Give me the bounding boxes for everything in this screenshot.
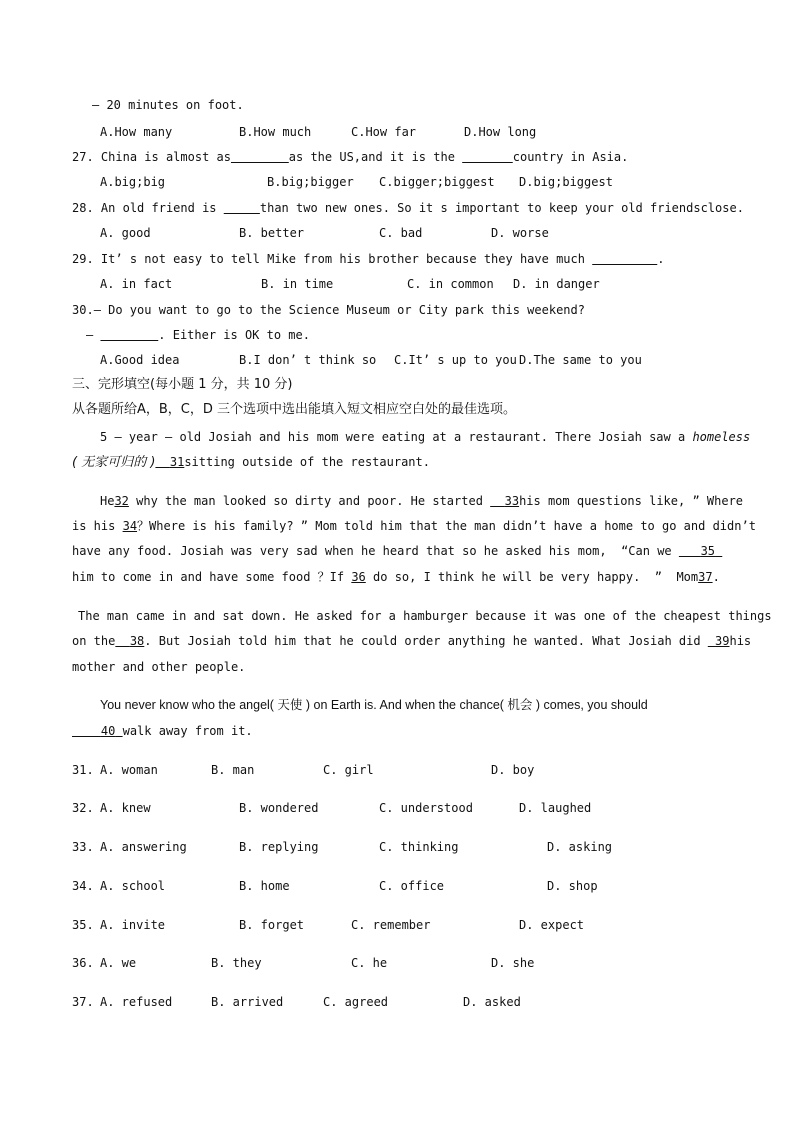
q27-stem: 27. China is almost as as the US,and it is the country in Asia. [72, 150, 629, 164]
q26-answer-line: — 20 minutes on foot. [92, 98, 244, 112]
blank-39: 39 [715, 634, 730, 648]
q29-stem: 29. It’ s not easy to tell Mike from his brother because they have much . [72, 252, 665, 266]
blank-40: 40 [100, 724, 116, 738]
blank-36: 36 [351, 570, 366, 584]
blank-38: 38 [129, 634, 145, 648]
section-title: 三、完形填空(每小题 1 分，共 10 分) [72, 377, 293, 392]
passage-p2-line1: He32 why the man looked so dirty and poor. He started 33his mom questions like, ” Where [100, 494, 744, 508]
q29-option-b: B. in time [261, 277, 334, 291]
q26-option-c: C.How far [351, 125, 417, 139]
section-instruction: 从各题所给A，B，C，D 三个选项中选出能填入短文相应空白处的最佳选项。 [72, 402, 517, 417]
blank-35: 35 [700, 544, 716, 558]
q28-option-d: D. worse [491, 226, 549, 240]
q28-option-b: B. better [239, 226, 305, 240]
q29-option-c: C. in common [407, 277, 494, 291]
q28-option-c: C. bad [379, 226, 423, 240]
passage-p2-line4: him to come in and have some food ？If 36 do so, I think he will be very happy. ” Mom37. [72, 570, 720, 584]
q30-option-a: A.Good idea [100, 353, 180, 367]
q27-option-d: D.big;biggest [519, 175, 613, 189]
passage-p3-line2: on the 38. But Josiah told him that he could order anything he wanted. What Josiah did 39his [72, 634, 752, 648]
q27-option-b: B.big;bigger [267, 175, 354, 189]
passage-p1-line2: ( 无家可归的 ) 31sitting outside of the restaurant. [72, 455, 430, 470]
q26-option-a: A.How many [100, 125, 173, 139]
worksheet-page: — 20 minutes on foot. A.How many B.How much C.How far D.How long 27. China is almost as as the US,and it is the country in Asia. A.big;big B.big;bigger C.bigger;biggest D.big;biggest 28. An old friend is than two new ones. So it s important to keep your old friendsclose. A. good B. better C. bad D. worse 29. It’ s not easy to tell Mike from his brother because they have much . A. in fact B. in time C. in common D. in danger 30.— Do you want to go to the Science Museum or City park this weekend? — . Either is OK to me. A.Good idea B.I don’ t think so C.It’ s up to you D.The same to you 三、完形填空(每小题 1 分，共 10 分) 从各题所给A，B，C，D 三个选项中选出能填入短文相应空白处的最佳选项。 5 – year – old Josiah and his mom were eating at a restaurant. There Josiah saw a homeless ( 无家可归的 ) 31sitting outside of the restaurant. He32 why the man looked so dirty and poor. He started 33his mom questions like, ” Where is his 34？Where is his family? ” Mom told him that the man didn’t have a home to go and didn’t have any food. Josiah was very sad when he heard that so he asked his mom, “Can we 35 him to come in and have some food ？If 36 do so, I think he will be very happy. ” Mom37. The man came in and sat down. He asked for a hamburger because it was one of the cheapest things on the 38. But Josiah told him that he could order anything he wanted. What Josiah did 39his mother and other people. You never know who the angel( 天使 ) on Earth is. And when the chance( 机会 ) comes, you should 40 walk away from it. 31. A. woman B. man C. girl D. boy 32. A. knew B. wondered C. understood D. laughed 33. A. answering B. replying C. thinking D. asking 34. A. school B. home C. office D. shop 35. A. invite B. forget C. remember D. expect 36. A. we B. they C. he D. she 37. A. refused B. arrived C. agreed D. asked [72, 98, 772, 1009]
q30-reply: — . Either is OK to me. [86, 328, 310, 342]
blank-37: 37 [698, 570, 713, 584]
blank-33: 33 [504, 494, 520, 508]
passage-p3-line3: mother and other people. [72, 660, 246, 674]
q30-option-c: C.It’ s up to you [394, 353, 517, 367]
q29-option-d: D. in danger [513, 277, 600, 291]
q30-option-b: B.I don’ t think so [239, 353, 377, 367]
q30-option-d: D.The same to you [519, 353, 642, 367]
passage-p3-line1: The man came in and sat down. He asked for a hamburger because it was one of the cheapest things [78, 609, 772, 623]
passage-p2-line2: is his 34？Where is his family? ” Mom told him that the man didn’t have a home to go and didn’t [72, 519, 756, 533]
blank-32: 32 [114, 494, 129, 508]
q28-option-a: A. good [100, 226, 151, 240]
q26-option-b: B.How much [239, 125, 312, 139]
passage-p4-line1: You never know who the angel( 天使 ) on Earth is. And when the chance( 机会 ) comes, you should [100, 698, 648, 712]
blank-31: 31 [169, 455, 185, 469]
q27-option-c: C.bigger;biggest [379, 175, 495, 189]
q26-option-d: D.How long [464, 125, 537, 139]
q27-option-a: A.big;big [100, 175, 166, 189]
q29-option-a: A. in fact [100, 277, 173, 291]
passage-p4-line2: 40 walk away from it. [100, 724, 253, 738]
passage-p2-line3: have any food. Josiah was very sad when he heard that so he asked his mom, “Can we 35 [72, 544, 716, 558]
blank-34: 34 [122, 519, 138, 533]
q30-stem: 30.— Do you want to go to the Science Museum or City park this weekend? [72, 303, 585, 317]
q28-stem: 28. An old friend is than two new ones. So it s important to keep your old friendsclose. [72, 201, 744, 215]
passage-p1-line1: 5 – year – old Josiah and his mom were eating at a restaurant. There Josiah saw a homeless [100, 430, 751, 444]
